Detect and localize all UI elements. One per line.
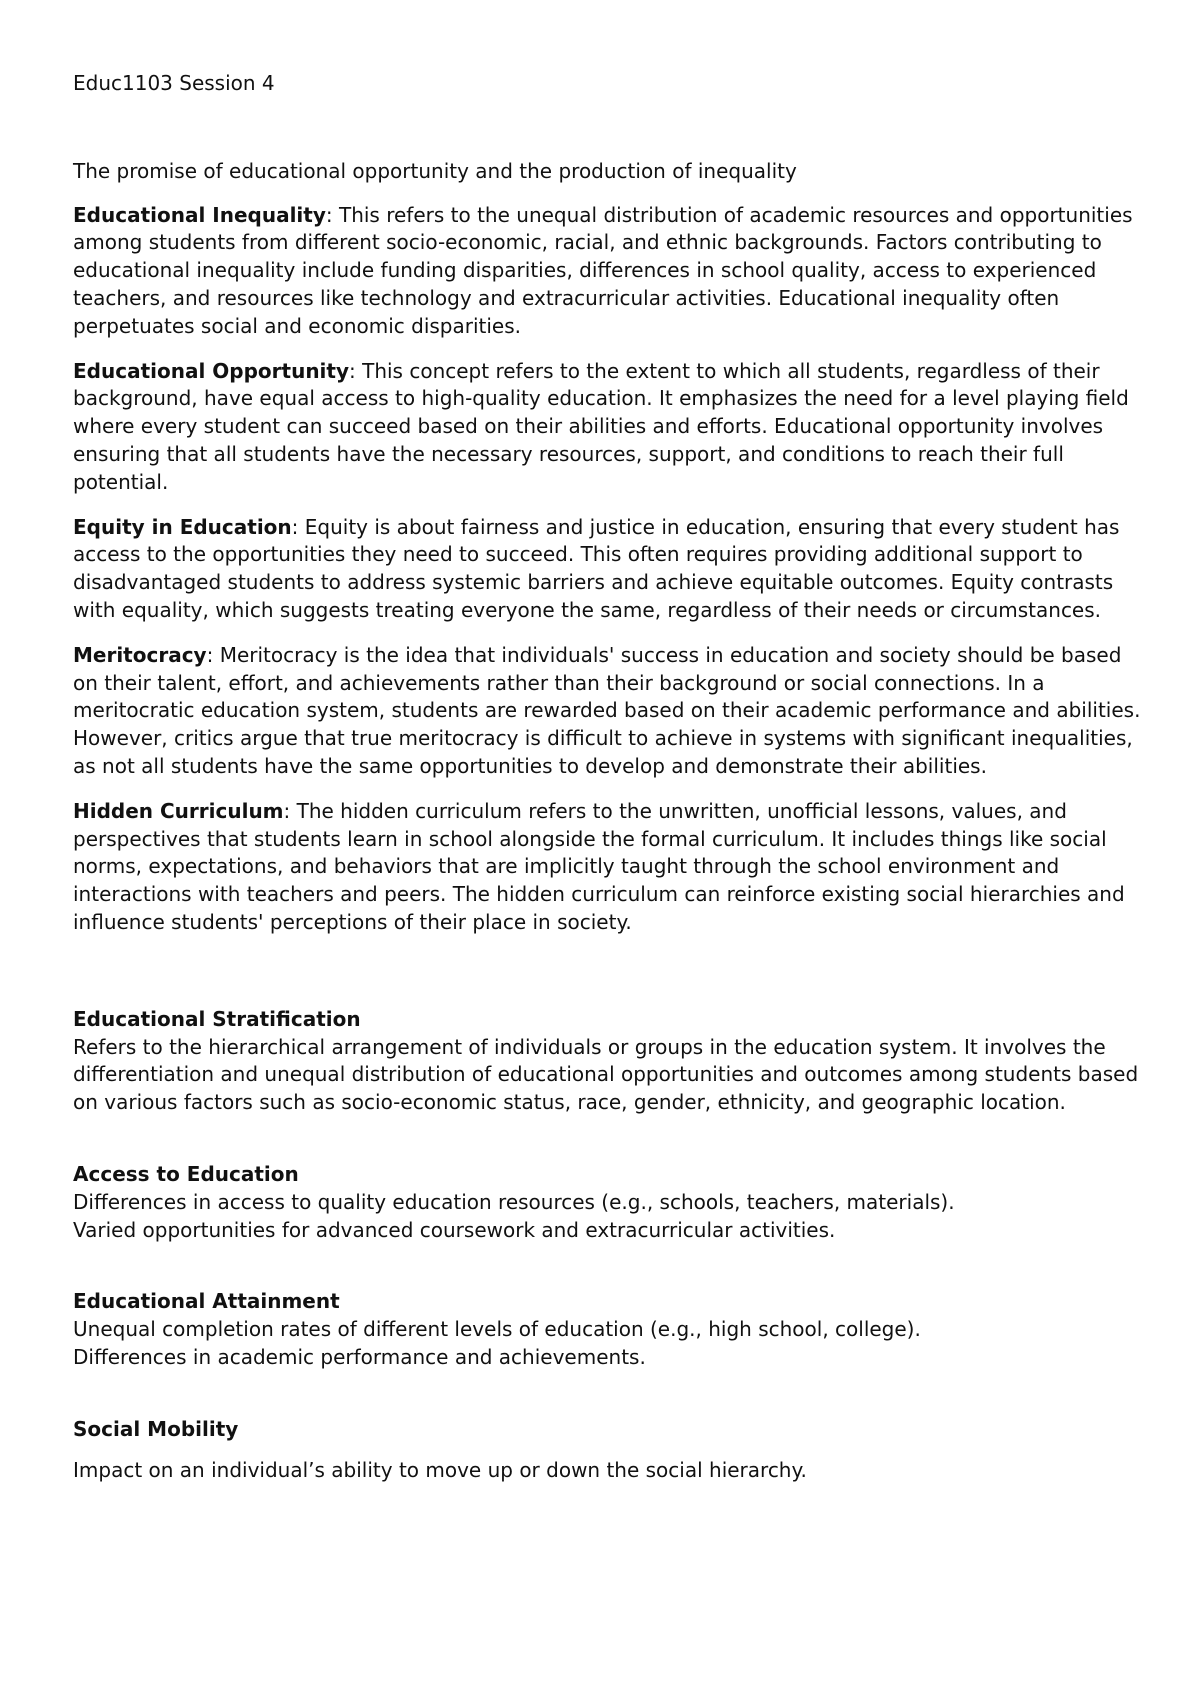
- document-page: [73, 70, 1148, 1529]
- section-social-mobility: [73, 1416, 1148, 1486]
- section-spacer: [73, 954, 1148, 1006]
- definition-text: : This concept refers to the extent to which all students, regardless of their background, have equal access to high-quality education. It emphasizes the need for a level playing field where every student can succeed based on their abilities and efforts. Educational opportunity involves ensuring that all students have the necessary resources, support, and conditions to reach their full potential.: [73, 358, 1129, 494]
- section-heading: Educational Stratification: [73, 1006, 361, 1031]
- course-title: Educ1103 Session 4: [73, 71, 275, 95]
- section-heading: Access to Education: [73, 1161, 299, 1186]
- section-line: Differences in access to quality education resources (e.g., schools, teachers, materials).: [73, 1189, 955, 1214]
- section-access-to-education: [73, 1161, 1148, 1244]
- section-line: Impact on an individual’s ability to move up or down the social hierarchy.: [73, 1458, 807, 1483]
- definition-term: Meritocracy: [73, 642, 207, 667]
- definition-term: Educational Opportunity: [73, 358, 350, 383]
- definition-text: : Meritocracy is the idea that individuals' success in education and society should be based on their talent, effort, and achievements rather than their background or social connections. In a meritocratic education system, students are rewarded based on their academic performance and abilities. However, critics argue that true meritocracy is difficult to achieve in systems with significant inequalities, as not all students have the same opportunities to develop and demonstrate their abilities.: [73, 642, 1141, 778]
- definition-text: : This refers to the unequal distribution of academic resources and opportunities among students from different socio-economic, racial, and ethnic backgrounds. Factors contributing to educational inequality include funding disparities, differences in school quality, access to experienced teachers, and resources like technology and extracurricular activities. Educational inequality often perpetuates social and economic disparities.: [73, 202, 1133, 338]
- definition-text: : Equity is about fairness and justice in education, ensuring that every student has access to the opportunities they need to succeed. This often requires providing additional support to disadvantaged students to address systemic barriers and achieve equitable outcomes. Equity contrasts with equality, which suggests treating everyone the same, regardless of their needs or circumstances.: [73, 514, 1120, 622]
- section-heading: Social Mobility: [73, 1416, 239, 1441]
- definition-term: Educational Inequality: [73, 202, 326, 227]
- section-line: Differences in academic performance and achievements.: [73, 1344, 646, 1369]
- section-line: Varied opportunities for advanced coursework and extracurricular activities.: [73, 1217, 836, 1242]
- definition-text: : The hidden curriculum refers to the unwritten, unofficial lessons, values, and perspectives that students learn in school alongside the formal curriculum. It includes things like social norms, expectations, and behaviors that are implicitly taught through the school environment and interactions with teachers and peers. The hidden curriculum can reinforce existing social hierarchies and influence students' perceptions of their place in society.: [73, 798, 1125, 934]
- definition-hidden-curriculum: [73, 798, 1148, 937]
- definition-term: Equity in Education: [73, 514, 292, 539]
- definition-term: Hidden Curriculum: [73, 798, 284, 823]
- definition-meritocracy: [73, 642, 1148, 781]
- definition-equity-in-education: [73, 514, 1148, 625]
- section-heading: Educational Attainment: [73, 1289, 340, 1314]
- section-educational-attainment: [73, 1288, 1148, 1371]
- section-educational-stratification: [73, 1006, 1148, 1117]
- definition-educational-opportunity: [73, 358, 1148, 497]
- definition-educational-inequality: [73, 202, 1148, 341]
- document-intro: The promise of educational opportunity and the production of inequality: [73, 158, 797, 183]
- section-line: Refers to the hierarchical arrangement of individuals or groups in the education system. It involves the differentiation and unequal distribution of educational opportunities and outcomes among students based on various factors such as socio-economic status, race, gender, ethnicity, and geographic location.: [73, 1034, 1139, 1115]
- section-line: Unequal completion rates of different levels of education (e.g., high school, college).: [73, 1317, 921, 1342]
